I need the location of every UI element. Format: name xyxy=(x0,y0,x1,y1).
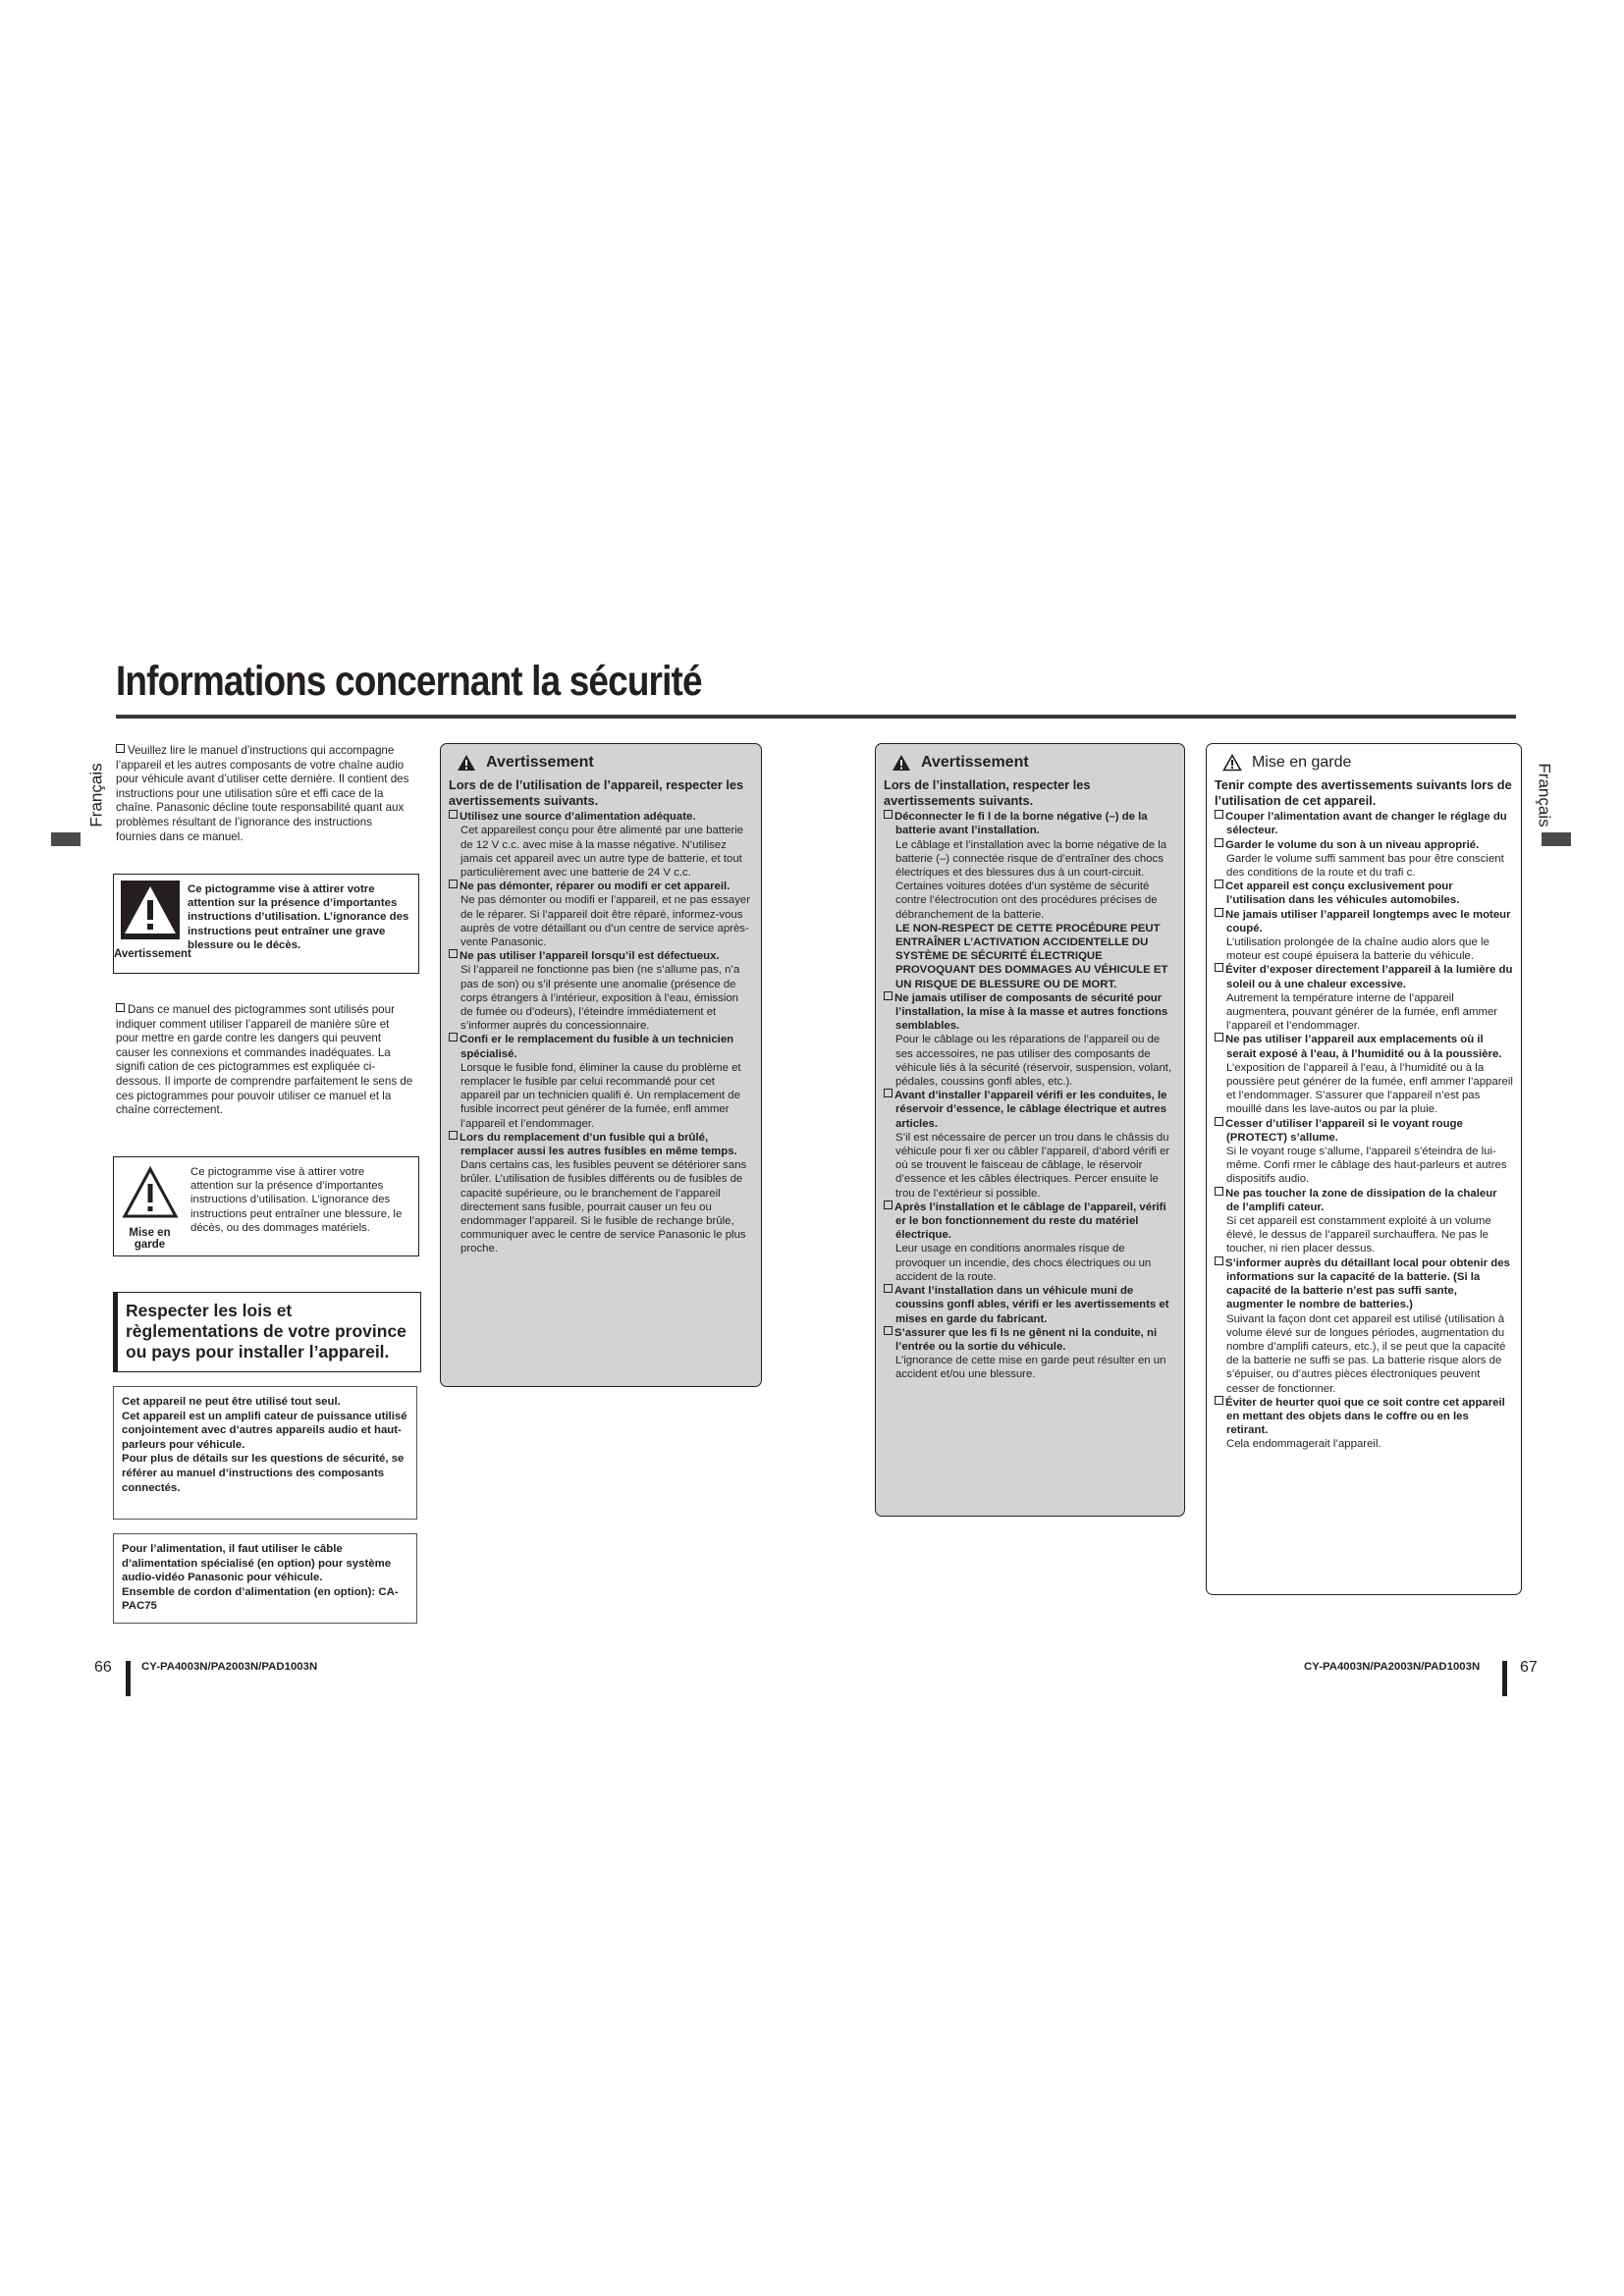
model-number-left: CY-PA4003N/PA2003N/PAD1003N xyxy=(141,1661,318,1673)
respect-laws-text: Respecter les lois et règlementations de votre province ou pays pour installer l’appareil. xyxy=(126,1301,406,1362)
checkbox-bullet-icon xyxy=(449,810,458,819)
checkbox-bullet-icon xyxy=(1215,880,1223,888)
panel-lead: Lors de de l’utilisation de l’appareil, respecter les avertissements suivants. xyxy=(449,777,744,808)
list-item: Avant d’installer l’appareil vérifi er les conduites, le réservoir d’essence, le câblage électrique et autres articles. S’il est nécessaire de percer un trou dans le châssis du véhicule pour fi xer ou câbler l’appareil, d’abord vérifi er où se trouvent le faisceau de câblage, le réservoir d’essence et les câbles électriques. Percer ensuite le trou de l’extérieur si possible. xyxy=(884,1089,1176,1201)
checkbox-bullet-icon xyxy=(449,949,458,958)
list-item: Avant l’installation dans un véhicule muni de coussins gonfl ables, vérifi er les avertissements et mises en garde du fabricant. xyxy=(884,1284,1176,1326)
checkbox-bullet-icon xyxy=(1215,810,1223,819)
panel-usage-warnings xyxy=(440,743,762,1387)
respect-laws-box xyxy=(113,1292,421,1372)
list-item: Ne pas toucher la zone de dissipation de la chaleur de l’amplifi cateur. Si cet appareil est constamment exploité à un volume élevé, le dessus de l’appareil surchauffera. Ne pas le toucher, ni rien placer dessus. xyxy=(1215,1187,1513,1256)
title-divider xyxy=(116,715,1516,719)
checkbox-bullet-icon xyxy=(1215,1033,1223,1041)
list-item: S’assurer que les fi ls ne gênent ni la conduite, ni l’entrée ou la sortie du véhicule. L’ignorance de cette mise en garde peut résulter en un accident et/ou une blessure. xyxy=(884,1326,1176,1382)
checkbox-bullet-icon xyxy=(1215,838,1223,847)
checkbox-bullet-icon xyxy=(884,1284,893,1293)
panel-lead: Tenir compte des avertissements suivants lors de l’utilisation de cet appareil. xyxy=(1215,777,1512,808)
list-item: Après l’installation et le câblage de l’appareil, vérifi er le bon fonctionnement du reste du matériel électrique. Leur usage en conditions anormales risque de provoquer un incendie, des chocs électriques ou un accident de la route. xyxy=(884,1201,1176,1284)
warning-triangle-icon xyxy=(119,879,182,941)
warning-pictogram-box xyxy=(113,874,419,974)
checkbox-bullet-icon xyxy=(1215,1256,1223,1265)
list-item: Confi er le remplacement du fusible à un technicien spécialisé. Lorsque le fusible fond, éliminer la cause du problème et remplacer le fusible par celui recommandé pour cet appareil par un technicien qualifi é. Un remplacement de fusible incorrect peut générer de la fumée, enfl ammer l’appareil et l’endommager. xyxy=(449,1033,753,1130)
warning-pictogram-text: Ce pictogramme vise à attirer votre attention sur la présence d’importantes instructions d’utilisation. L’ignorance des instructions peut entraîner une grave blessure ou le décès. xyxy=(188,883,409,951)
panel-title: Mise en garde xyxy=(1252,754,1352,771)
note-power-cable xyxy=(113,1533,417,1624)
checkbox-bullet-icon xyxy=(1215,908,1223,917)
list-item: Cet appareil est conçu exclusivement pour l’utilisation dans les véhicules automobiles. xyxy=(1215,880,1513,907)
checkbox-bullet-icon xyxy=(884,810,893,819)
model-number-right: CY-PA4003N/PA2003N/PAD1003N xyxy=(1304,1661,1481,1673)
panel-lead: Lors de l’installation, respecter les avertissements suivants. xyxy=(884,777,1091,808)
page-number-left: 66 xyxy=(94,1659,112,1676)
note-line: Cet appareil ne peut être utilisé tout seul. xyxy=(122,1396,341,1408)
panel-installation-warnings xyxy=(875,743,1185,1517)
footer-bar-left xyxy=(126,1661,131,1696)
caution-triangle-icon xyxy=(121,1165,180,1220)
note-line: Pour plus de détails sur les questions de sécurité, se référer au manuel d’instructions des composants connectés. xyxy=(122,1453,405,1494)
list-item: Lors du remplacement d’un fusible qui a brûlé, remplacer aussi les autres fusibles en même temps. Dans certains cas, les fusibles peuvent se détériorer sans brûler. L’utilisation de fusibles différents ou de fusibles de capacité supérieure, ou le branchement de l’appareil directement sans fusible, pourrait causer un feu ou endommager l’appareil. Si le fusible de rechange brûle, communiquer avec le centre de service Panasonic le plus proche. xyxy=(449,1131,753,1256)
list-item: Ne jamais utiliser de composants de sécurité pour l’installation, la mise à la masse et autres fonctions semblables. Pour le câblage ou les réparations de l’appareil ou de ses accessoires, ne pas utiliser des composants de véhicule liés à la sécurité (réservoir, suspension, volant, pédales, coussins gonfl ables, etc.). xyxy=(884,991,1176,1089)
list-item: Couper l’alimentation avant de changer le réglage du sélecteur. xyxy=(1215,810,1513,837)
intro-paragraph-2: Dans ce manuel des pictogrammes sont utilisés pour indiquer comment utiliser l’appareil de manière sûre et pour mettre en garde contre les dangers qui peuvent causer les connexions et commandes inadéquates. La signifi cation de ces pictogrammes est expliquée ci-dessous. Il importe de comprendre parfaitement le sens de ces pictogrammes pour pouvoir utiliser ce manuel et la chaîne correctement. xyxy=(116,1003,413,1117)
warning-triangle-icon xyxy=(892,754,911,772)
checkbox-bullet-icon xyxy=(1215,1187,1223,1196)
checkbox-bullet-icon xyxy=(449,880,458,888)
checkbox-bullet-icon xyxy=(116,744,125,753)
caution-pictogram-text: Ce pictogramme vise à attirer votre attention sur la présence d’importantes instructions d’utilisation. L’ignorance des instructions peut entraîner une blessure, le décès, ou des dommages matériels. xyxy=(190,1166,403,1234)
side-tab-right xyxy=(1542,832,1571,846)
warning-caption: Avertissement xyxy=(114,948,191,960)
checkbox-bullet-icon xyxy=(116,1003,125,1012)
checkbox-bullet-icon xyxy=(1215,963,1223,972)
panel-cautions xyxy=(1206,743,1522,1595)
checkbox-bullet-icon xyxy=(884,991,893,1000)
caution-caption: Mise en garde xyxy=(129,1227,171,1251)
checkbox-bullet-icon xyxy=(884,1326,893,1335)
list-item: Ne pas démonter, réparer ou modifi er cet appareil. Ne pas démonter ou modifi er l’appareil, et ne pas essayer de le réparer. Si l’appareil doit être réparé, informez-vous auprès de votre détaillant ou d’un centre de service après-vente Panasonic. xyxy=(449,880,753,949)
list-item: Ne pas utiliser l’appareil aux emplacements où il serait exposé à l’eau, à l’humidité ou à la poussière. L’exposition de l’appareil à l’eau, à l’humidité ou à la poussière peut générer de la fumée, enfl ammer l’appareil et l’endommager. S’assurer que l’appareil n’est pas mouillé dans les lave-autos ou par la pluie. xyxy=(1215,1033,1513,1116)
intro-paragraph-1: Veuillez lire le manuel d’instructions qui accompagne l’appareil et les autres composants de votre chaîne audio pour véhicule avant d’utiliser cette dernière. Il contient des instructions pour une utilisation sûre et effi cace de la chaîne. Panasonic décline toute responsabilité quant aux problèmes résultant de l’ignorance des instructions fournies dans ce manuel. xyxy=(116,744,409,843)
side-label-left: Français xyxy=(86,763,106,828)
list-item: Éviter d’exposer directement l’appareil à la lumière du soleil ou à une chaleur excessive. Autrement la température interne de l’appareil augmentera, pouvant générer de la fumée, enfl ammer l’appareil et l’endommager. xyxy=(1215,963,1513,1033)
note-standalone xyxy=(113,1386,417,1520)
panel-title: Avertissement xyxy=(486,754,594,771)
checkbox-bullet-icon xyxy=(884,1201,893,1209)
list-item: Garder le volume du son à un niveau approprié. Garder le volume suffi samment bas pour être conscient des conditions de la route et du trafi c. xyxy=(1215,838,1513,881)
caution-triangle-icon xyxy=(1222,754,1242,772)
panel-title: Avertissement xyxy=(921,754,1029,771)
page-title: Informations concernant la sécurité xyxy=(116,658,702,705)
checkbox-bullet-icon xyxy=(884,1089,893,1097)
list-item: Éviter de heurter quoi que ce soit contre cet appareil en mettant des objets dans le coffre ou en les retirant. Cela endommagerait l’appareil. xyxy=(1215,1396,1513,1452)
note-line: Cet appareil est un amplifi cateur de puissance utilisé conjointement avec d’autres appareils audio et haut-parleurs pour véhicule. xyxy=(122,1410,407,1451)
list-item: S’informer auprès du détaillant local pour obtenir des informations sur la capacité de la batterie. (Si la capacité de la batterie n’est pas suffi sante, augmenter le nombre de batteries.) Suivant la façon dont cet appareil est utilisé (utilisation à volume élevé sur de longues périodes, augmentation du nombre d’amplifi cateurs, etc.), il se peut que la capacité de la batterie ne suffi se pas. La batterie risque alors de s’épuiser, ou d’autres pièces électroniques peuvent cesser de fonctionner. xyxy=(1215,1256,1513,1396)
list-item: Utilisez une source d’alimentation adéquate. Cet appareilest conçu pour être alimenté par une batterie de 12 V c.c. avec mise à la masse négative. N’utilisez jamais cet appareil avec un autre type de batterie, et tout particulièrement avec une batterie de 24 V c.c. xyxy=(449,810,753,880)
side-label-right: Français xyxy=(1535,763,1554,828)
side-tab-left xyxy=(51,832,81,846)
note-line: Ensemble de cordon d’alimentation (en option): CA-PAC75 xyxy=(122,1585,399,1613)
checkbox-bullet-icon xyxy=(1215,1117,1223,1126)
caution-pictogram-box xyxy=(113,1156,419,1256)
warning-triangle-icon xyxy=(457,754,476,772)
checkbox-bullet-icon xyxy=(1215,1396,1223,1405)
checkbox-bullet-icon xyxy=(449,1033,458,1041)
page-number-right: 67 xyxy=(1520,1659,1538,1676)
checkbox-bullet-icon xyxy=(449,1131,458,1140)
footer-bar-right xyxy=(1502,1661,1507,1696)
list-item: Ne jamais utiliser l’appareil longtemps avec le moteur coupé. L’utilisation prolongée de la chaîne audio alors que le moteur est coupé épuisera la batterie du véhicule. xyxy=(1215,908,1513,964)
list-item: Ne pas utiliser l’appareil lorsqu’il est défectueux. Si l’appareil ne fonctionne pas bien (ne s’allume pas, n’a pas de son) ou s’il présente une anomalie (présence de corps étrangers à l’intérieur, exposition à l’eau, émission de fumée ou d’odeurs), l’éteindre immédiatement et s’informer auprès du concessionnaire. xyxy=(449,949,753,1033)
list-item: Déconnecter le fi l de la borne négative (–) de la batterie avant l’installation. Le câblage et l’installation avec la borne négative de la batterie (–) connectée risque de d’entraîner des chocs électriques et des blessures dus à un court-circuit. Certaines voitures dotées d’un système de sécurité contre l’électrocution ont des procédures précises de débranchement de la batterie. LE NON-RESPECT DE CETTE PROCÉDURE PEUT ENTRAÎNER L’ACTIVATION ACCIDENTELLE DU SYSTÈME DE SÉCURITÉ ÉLECTRIQUE PROVOQUANT DES DOMMAGES AU VÉHICULE ET UN RISQUE DE BLESSURE OU DE MORT. xyxy=(884,810,1176,991)
note-line: Pour l’alimentation, il faut utiliser le câble d’alimentation spécialisé (en option) pour système audio-vidéo Panasonic pour véhicule. xyxy=(122,1543,392,1584)
list-item: Cesser d’utiliser l’appareil si le voyant rouge (PROTECT) s’allume. Si le voyant rouge s’allume, l’appareil s’éteindra de lui-même. Confi rmer le câblage des haut-parleurs et autres dispositifs audio. xyxy=(1215,1117,1513,1187)
